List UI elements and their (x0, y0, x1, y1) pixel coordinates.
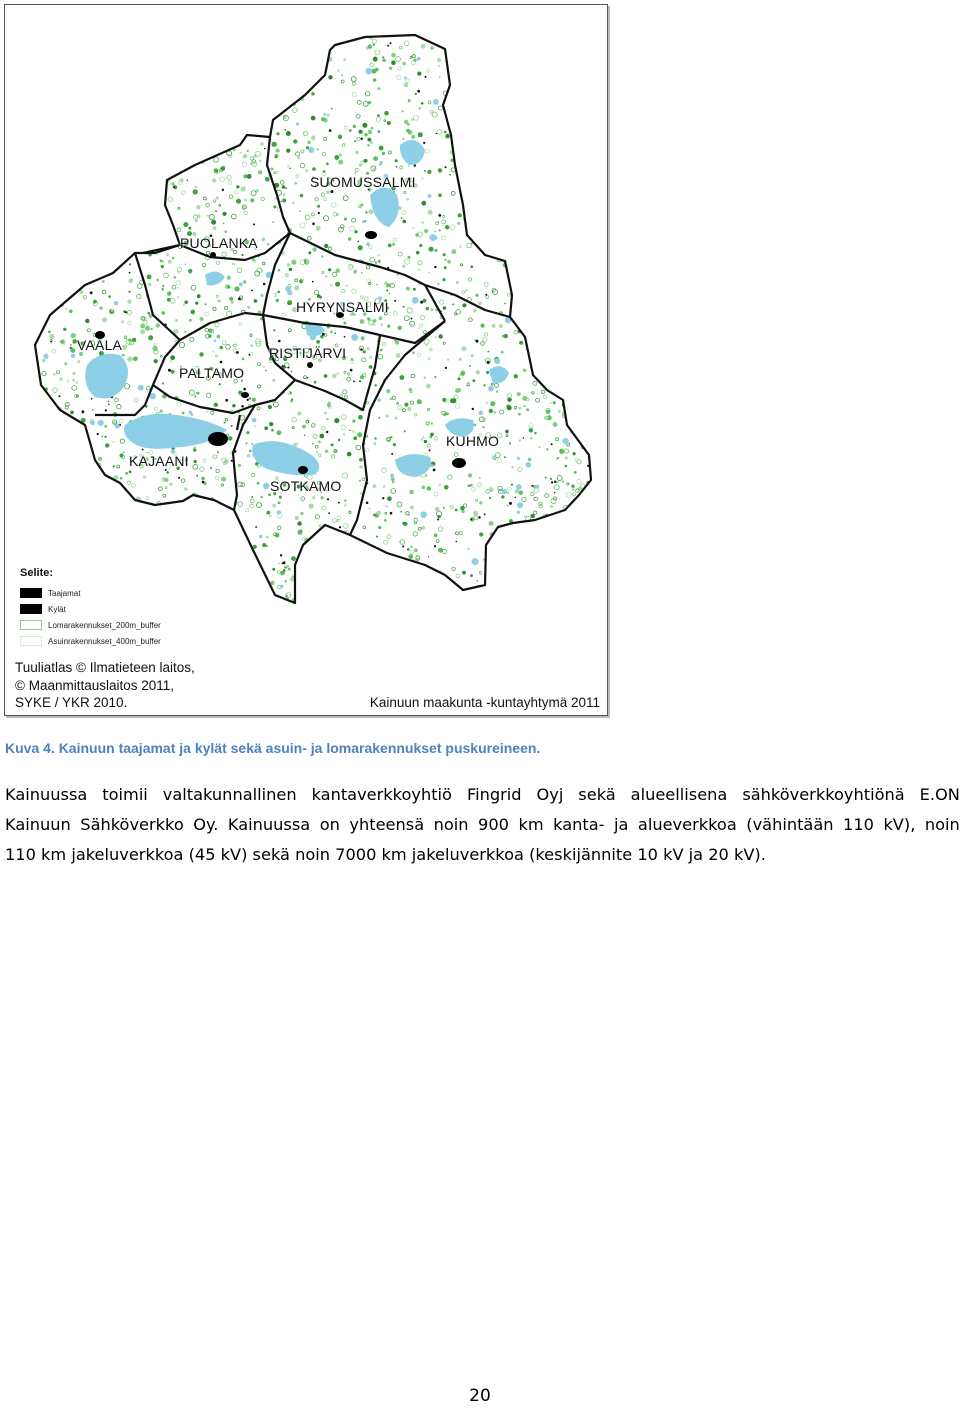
legend-item-kylat (20, 603, 66, 615)
figure-caption: Kuva 4. Kainuun taajamat ja kylät sekä asuin- ja lomarakennukset puskureineen. (5, 740, 541, 756)
legend-item-asuinrakennukset (20, 635, 161, 647)
legend-label: Kylät (48, 604, 66, 614)
paragraph-line-3: 110 km jakeluverkkoa (45 kV) sekä noin 7000 km jakeluverkkoa (keskijännite 10 kV ja 20 kV). (5, 845, 766, 864)
legend-item-taajamat (20, 587, 80, 599)
credit-line: © Maanmittauslaitos 2011, (15, 677, 175, 693)
word: toimii (102, 785, 148, 804)
credit-line: SYKE / YKR 2010. (15, 695, 128, 710)
region-label-vaala: VAALA (77, 337, 123, 353)
word: Kainuun (5, 815, 71, 834)
region-label-suomussalmi: SUOMUSSALMI (310, 174, 416, 190)
word: alueverkkoa (637, 815, 737, 834)
word: Sähköverkko (80, 815, 184, 834)
legend-label: Taajamat (48, 588, 81, 598)
kainuu-map (4, 4, 608, 716)
region-label-paltamo: PALTAMO (179, 365, 245, 381)
page-number: 20 (469, 1386, 491, 1406)
word: valtakunnallinen (162, 785, 297, 804)
legend-swatch (20, 588, 42, 598)
word: Oyj (536, 785, 564, 804)
word: Fingrid (466, 785, 522, 804)
map-graphic (5, 5, 609, 717)
word: 900 (478, 815, 509, 834)
paragraph-line-1 (5, 780, 960, 810)
legend-label: Asuinrakennukset_400m_buffer (48, 636, 161, 646)
region-label-kajaani: KAJAANI (129, 453, 189, 469)
legend-label: Lomarakennukset_200m_buffer (48, 620, 161, 630)
word: km (518, 815, 544, 834)
legend-title: Selite: (20, 567, 54, 579)
region-label-hyrynsalmi: HYRYNSALMI (296, 299, 389, 315)
word: Kainuussa (227, 815, 311, 834)
word: Oy. (193, 815, 219, 834)
word: Kainuussa (5, 785, 88, 804)
word: alueellisena (630, 785, 728, 804)
region-label-sotkamo: SOTKAMO (270, 478, 342, 494)
word: 110 (843, 815, 874, 834)
legend-swatch (20, 604, 42, 614)
word: (vähintään (746, 815, 834, 834)
word: yhteensä (349, 815, 425, 834)
word: noin (433, 815, 469, 834)
credit-line: Tuuliatlas © Ilmatieteen laitos, (15, 660, 195, 675)
word: on (319, 815, 340, 834)
legend-item-lomarakennukset (20, 619, 161, 631)
region-label-ristijarvi: RISTIJÄRVI (269, 345, 347, 361)
legend-swatch (20, 636, 42, 646)
region-label-kuhmo: KUHMO (446, 433, 500, 449)
word: kantaverkkoyhtiö (311, 785, 452, 804)
word: noin (924, 815, 960, 834)
paragraph-line-2 (5, 810, 960, 840)
legend-swatch (20, 620, 42, 630)
word: sekä (578, 785, 616, 804)
region-label-puolanka: PUOLANKA (180, 235, 258, 251)
word: E.ON (919, 785, 960, 804)
body-paragraph (5, 780, 960, 870)
map-footer: Kainuun maakunta -kuntayhtymä 2011 (369, 695, 600, 710)
word: kV), (883, 815, 916, 834)
word: ja (614, 815, 629, 834)
map-credits (15, 659, 195, 712)
word: kanta- (553, 815, 605, 834)
word: sähköverkkoyhtiönä (742, 785, 905, 804)
